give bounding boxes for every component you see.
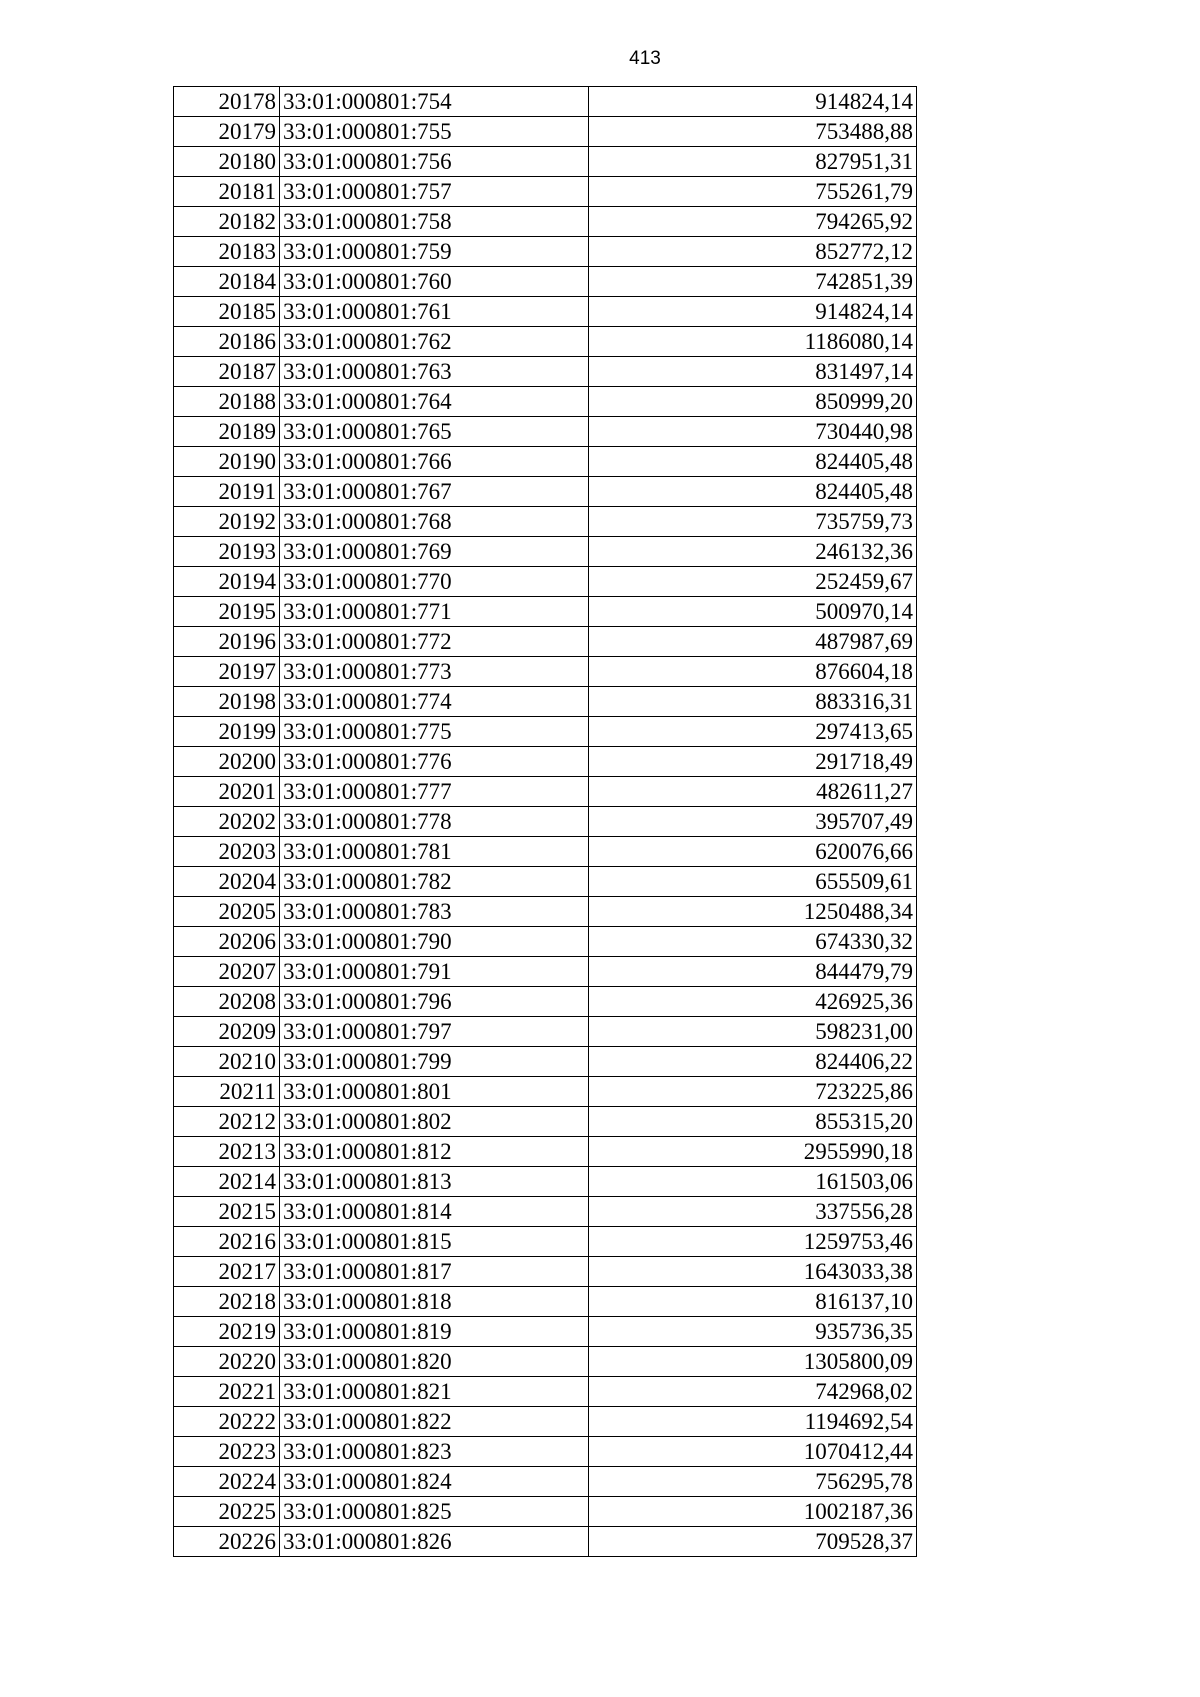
row-number-cell: 20180 bbox=[174, 147, 280, 177]
cadastral-number-cell: 33:01:000801:826 bbox=[280, 1527, 589, 1557]
row-number-cell: 20194 bbox=[174, 567, 280, 597]
value-cell: 794265,92 bbox=[589, 207, 917, 237]
table-row bbox=[174, 87, 917, 117]
value-cell: 1186080,14 bbox=[589, 327, 917, 357]
cadastral-number-cell: 33:01:000801:776 bbox=[280, 747, 589, 777]
value-cell: 827951,31 bbox=[589, 147, 917, 177]
table-row bbox=[174, 387, 917, 417]
cadastral-number-cell: 33:01:000801:822 bbox=[280, 1407, 589, 1437]
value-cell: 742968,02 bbox=[589, 1377, 917, 1407]
value-cell: 753488,88 bbox=[589, 117, 917, 147]
cadastral-number-cell: 33:01:000801:762 bbox=[280, 327, 589, 357]
value-cell: 1259753,46 bbox=[589, 1227, 917, 1257]
value-cell: 824405,48 bbox=[589, 447, 917, 477]
value-cell: 1250488,34 bbox=[589, 897, 917, 927]
table-row bbox=[174, 897, 917, 927]
table-row bbox=[174, 327, 917, 357]
value-cell: 831497,14 bbox=[589, 357, 917, 387]
row-number-cell: 20208 bbox=[174, 987, 280, 1017]
value-cell: 655509,61 bbox=[589, 867, 917, 897]
table-row bbox=[174, 1407, 917, 1437]
row-number-cell: 20200 bbox=[174, 747, 280, 777]
cadastral-number-cell: 33:01:000801:781 bbox=[280, 837, 589, 867]
row-number-cell: 20206 bbox=[174, 927, 280, 957]
row-number-cell: 20187 bbox=[174, 357, 280, 387]
value-cell: 756295,78 bbox=[589, 1467, 917, 1497]
cadastral-number-cell: 33:01:000801:758 bbox=[280, 207, 589, 237]
table-row bbox=[174, 177, 917, 207]
value-cell: 2955990,18 bbox=[589, 1137, 917, 1167]
row-number-cell: 20182 bbox=[174, 207, 280, 237]
row-number-cell: 20196 bbox=[174, 627, 280, 657]
cadastral-number-cell: 33:01:000801:770 bbox=[280, 567, 589, 597]
table-row bbox=[174, 147, 917, 177]
table-row bbox=[174, 297, 917, 327]
table-row bbox=[174, 1107, 917, 1137]
table-row bbox=[174, 537, 917, 567]
cadastral-number-cell: 33:01:000801:775 bbox=[280, 717, 589, 747]
cadastral-value-table bbox=[173, 86, 917, 1557]
row-number-cell: 20220 bbox=[174, 1347, 280, 1377]
cadastral-number-cell: 33:01:000801:825 bbox=[280, 1497, 589, 1527]
value-cell: 1002187,36 bbox=[589, 1497, 917, 1527]
cadastral-number-cell: 33:01:000801:765 bbox=[280, 417, 589, 447]
value-cell: 935736,35 bbox=[589, 1317, 917, 1347]
cadastral-number-cell: 33:01:000801:817 bbox=[280, 1257, 589, 1287]
cadastral-number-cell: 33:01:000801:823 bbox=[280, 1437, 589, 1467]
cadastral-number-cell: 33:01:000801:813 bbox=[280, 1167, 589, 1197]
cadastral-number-cell: 33:01:000801:761 bbox=[280, 297, 589, 327]
table-row bbox=[174, 957, 917, 987]
row-number-cell: 20183 bbox=[174, 237, 280, 267]
table-row bbox=[174, 777, 917, 807]
cadastral-number-cell: 33:01:000801:767 bbox=[280, 477, 589, 507]
value-cell: 674330,32 bbox=[589, 927, 917, 957]
cadastral-number-cell: 33:01:000801:769 bbox=[280, 537, 589, 567]
table-row bbox=[174, 357, 917, 387]
cadastral-number-cell: 33:01:000801:766 bbox=[280, 447, 589, 477]
table-row bbox=[174, 927, 917, 957]
row-number-cell: 20201 bbox=[174, 777, 280, 807]
row-number-cell: 20197 bbox=[174, 657, 280, 687]
table-row bbox=[174, 207, 917, 237]
cadastral-number-cell: 33:01:000801:755 bbox=[280, 117, 589, 147]
value-cell: 487987,69 bbox=[589, 627, 917, 657]
row-number-cell: 20178 bbox=[174, 87, 280, 117]
table-row bbox=[174, 1167, 917, 1197]
table-row bbox=[174, 1227, 917, 1257]
cadastral-number-cell: 33:01:000801:801 bbox=[280, 1077, 589, 1107]
cadastral-number-cell: 33:01:000801:778 bbox=[280, 807, 589, 837]
row-number-cell: 20188 bbox=[174, 387, 280, 417]
value-cell: 844479,79 bbox=[589, 957, 917, 987]
row-number-cell: 20203 bbox=[174, 837, 280, 867]
cadastral-number-cell: 33:01:000801:777 bbox=[280, 777, 589, 807]
table-body bbox=[174, 87, 917, 1557]
value-cell: 1194692,54 bbox=[589, 1407, 917, 1437]
value-cell: 730440,98 bbox=[589, 417, 917, 447]
value-cell: 426925,36 bbox=[589, 987, 917, 1017]
row-number-cell: 20218 bbox=[174, 1287, 280, 1317]
value-cell: 482611,27 bbox=[589, 777, 917, 807]
table-row bbox=[174, 1437, 917, 1467]
cadastral-number-cell: 33:01:000801:814 bbox=[280, 1197, 589, 1227]
table-row bbox=[174, 987, 917, 1017]
cadastral-number-cell: 33:01:000801:763 bbox=[280, 357, 589, 387]
table-row bbox=[174, 267, 917, 297]
cadastral-number-cell: 33:01:000801:796 bbox=[280, 987, 589, 1017]
row-number-cell: 20195 bbox=[174, 597, 280, 627]
cadastral-number-cell: 33:01:000801:791 bbox=[280, 957, 589, 987]
table-row bbox=[174, 417, 917, 447]
cadastral-number-cell: 33:01:000801:768 bbox=[280, 507, 589, 537]
row-number-cell: 20204 bbox=[174, 867, 280, 897]
value-cell: 850999,20 bbox=[589, 387, 917, 417]
row-number-cell: 20207 bbox=[174, 957, 280, 987]
table-row bbox=[174, 1047, 917, 1077]
value-cell: 395707,49 bbox=[589, 807, 917, 837]
value-cell: 297413,65 bbox=[589, 717, 917, 747]
table-row bbox=[174, 597, 917, 627]
row-number-cell: 20214 bbox=[174, 1167, 280, 1197]
table-row bbox=[174, 1377, 917, 1407]
cadastral-number-cell: 33:01:000801:764 bbox=[280, 387, 589, 417]
cadastral-number-cell: 33:01:000801:821 bbox=[280, 1377, 589, 1407]
row-number-cell: 20198 bbox=[174, 687, 280, 717]
value-cell: 855315,20 bbox=[589, 1107, 917, 1137]
cadastral-number-cell: 33:01:000801:773 bbox=[280, 657, 589, 687]
cadastral-number-cell: 33:01:000801:757 bbox=[280, 177, 589, 207]
cadastral-number-cell: 33:01:000801:819 bbox=[280, 1317, 589, 1347]
table-row bbox=[174, 1077, 917, 1107]
row-number-cell: 20191 bbox=[174, 477, 280, 507]
table-row bbox=[174, 687, 917, 717]
value-cell: 883316,31 bbox=[589, 687, 917, 717]
row-number-cell: 20186 bbox=[174, 327, 280, 357]
cadastral-number-cell: 33:01:000801:772 bbox=[280, 627, 589, 657]
cadastral-number-cell: 33:01:000801:797 bbox=[280, 1017, 589, 1047]
table-row bbox=[174, 1137, 917, 1167]
value-cell: 876604,18 bbox=[589, 657, 917, 687]
row-number-cell: 20181 bbox=[174, 177, 280, 207]
value-cell: 824406,22 bbox=[589, 1047, 917, 1077]
row-number-cell: 20210 bbox=[174, 1047, 280, 1077]
row-number-cell: 20219 bbox=[174, 1317, 280, 1347]
row-number-cell: 20190 bbox=[174, 447, 280, 477]
cadastral-number-cell: 33:01:000801:815 bbox=[280, 1227, 589, 1257]
cadastral-number-cell: 33:01:000801:820 bbox=[280, 1347, 589, 1377]
table-row bbox=[174, 1467, 917, 1497]
table-row bbox=[174, 1317, 917, 1347]
row-number-cell: 20205 bbox=[174, 897, 280, 927]
table-row bbox=[174, 1287, 917, 1317]
row-number-cell: 20193 bbox=[174, 537, 280, 567]
value-cell: 816137,10 bbox=[589, 1287, 917, 1317]
cadastral-number-cell: 33:01:000801:759 bbox=[280, 237, 589, 267]
table-row bbox=[174, 237, 917, 267]
cadastral-number-cell: 33:01:000801:818 bbox=[280, 1287, 589, 1317]
value-cell: 291718,49 bbox=[589, 747, 917, 777]
table-row bbox=[174, 447, 917, 477]
value-cell: 914824,14 bbox=[589, 297, 917, 327]
row-number-cell: 20226 bbox=[174, 1527, 280, 1557]
page-number: 413 bbox=[629, 48, 661, 69]
cadastral-number-cell: 33:01:000801:774 bbox=[280, 687, 589, 717]
row-number-cell: 20209 bbox=[174, 1017, 280, 1047]
value-cell: 161503,06 bbox=[589, 1167, 917, 1197]
value-cell: 755261,79 bbox=[589, 177, 917, 207]
cadastral-number-cell: 33:01:000801:790 bbox=[280, 927, 589, 957]
table-row bbox=[174, 837, 917, 867]
table-row bbox=[174, 1527, 917, 1557]
table-row bbox=[174, 1017, 917, 1047]
table-row bbox=[174, 1197, 917, 1227]
value-cell: 709528,37 bbox=[589, 1527, 917, 1557]
value-cell: 246132,36 bbox=[589, 537, 917, 567]
cadastral-number-cell: 33:01:000801:754 bbox=[280, 87, 589, 117]
value-cell: 824405,48 bbox=[589, 477, 917, 507]
value-cell: 337556,28 bbox=[589, 1197, 917, 1227]
cadastral-number-cell: 33:01:000801:802 bbox=[280, 1107, 589, 1137]
table-row bbox=[174, 1257, 917, 1287]
table-row bbox=[174, 717, 917, 747]
row-number-cell: 20216 bbox=[174, 1227, 280, 1257]
value-cell: 1305800,09 bbox=[589, 1347, 917, 1377]
cadastral-number-cell: 33:01:000801:812 bbox=[280, 1137, 589, 1167]
table-row bbox=[174, 627, 917, 657]
value-cell: 852772,12 bbox=[589, 237, 917, 267]
cadastral-number-cell: 33:01:000801:756 bbox=[280, 147, 589, 177]
value-cell: 620076,66 bbox=[589, 837, 917, 867]
table-row bbox=[174, 807, 917, 837]
value-cell: 723225,86 bbox=[589, 1077, 917, 1107]
cadastral-number-cell: 33:01:000801:824 bbox=[280, 1467, 589, 1497]
row-number-cell: 20223 bbox=[174, 1437, 280, 1467]
row-number-cell: 20202 bbox=[174, 807, 280, 837]
table-row bbox=[174, 747, 917, 777]
row-number-cell: 20211 bbox=[174, 1077, 280, 1107]
row-number-cell: 20199 bbox=[174, 717, 280, 747]
table-row bbox=[174, 867, 917, 897]
table-row bbox=[174, 477, 917, 507]
cadastral-number-cell: 33:01:000801:783 bbox=[280, 897, 589, 927]
table-row bbox=[174, 1497, 917, 1527]
value-cell: 742851,39 bbox=[589, 267, 917, 297]
row-number-cell: 20179 bbox=[174, 117, 280, 147]
row-number-cell: 20192 bbox=[174, 507, 280, 537]
row-number-cell: 20225 bbox=[174, 1497, 280, 1527]
table-row bbox=[174, 117, 917, 147]
value-cell: 1070412,44 bbox=[589, 1437, 917, 1467]
row-number-cell: 20189 bbox=[174, 417, 280, 447]
table-row bbox=[174, 657, 917, 687]
cadastral-number-cell: 33:01:000801:771 bbox=[280, 597, 589, 627]
row-number-cell: 20224 bbox=[174, 1467, 280, 1497]
row-number-cell: 20185 bbox=[174, 297, 280, 327]
row-number-cell: 20212 bbox=[174, 1107, 280, 1137]
value-cell: 598231,00 bbox=[589, 1017, 917, 1047]
value-cell: 252459,67 bbox=[589, 567, 917, 597]
row-number-cell: 20221 bbox=[174, 1377, 280, 1407]
table-row bbox=[174, 1347, 917, 1377]
row-number-cell: 20213 bbox=[174, 1137, 280, 1167]
cadastral-number-cell: 33:01:000801:799 bbox=[280, 1047, 589, 1077]
row-number-cell: 20215 bbox=[174, 1197, 280, 1227]
value-cell: 735759,73 bbox=[589, 507, 917, 537]
table-row bbox=[174, 567, 917, 597]
cadastral-number-cell: 33:01:000801:760 bbox=[280, 267, 589, 297]
row-number-cell: 20217 bbox=[174, 1257, 280, 1287]
table-row bbox=[174, 507, 917, 537]
cadastral-number-cell: 33:01:000801:782 bbox=[280, 867, 589, 897]
value-cell: 914824,14 bbox=[589, 87, 917, 117]
row-number-cell: 20222 bbox=[174, 1407, 280, 1437]
value-cell: 500970,14 bbox=[589, 597, 917, 627]
value-cell: 1643033,38 bbox=[589, 1257, 917, 1287]
row-number-cell: 20184 bbox=[174, 267, 280, 297]
